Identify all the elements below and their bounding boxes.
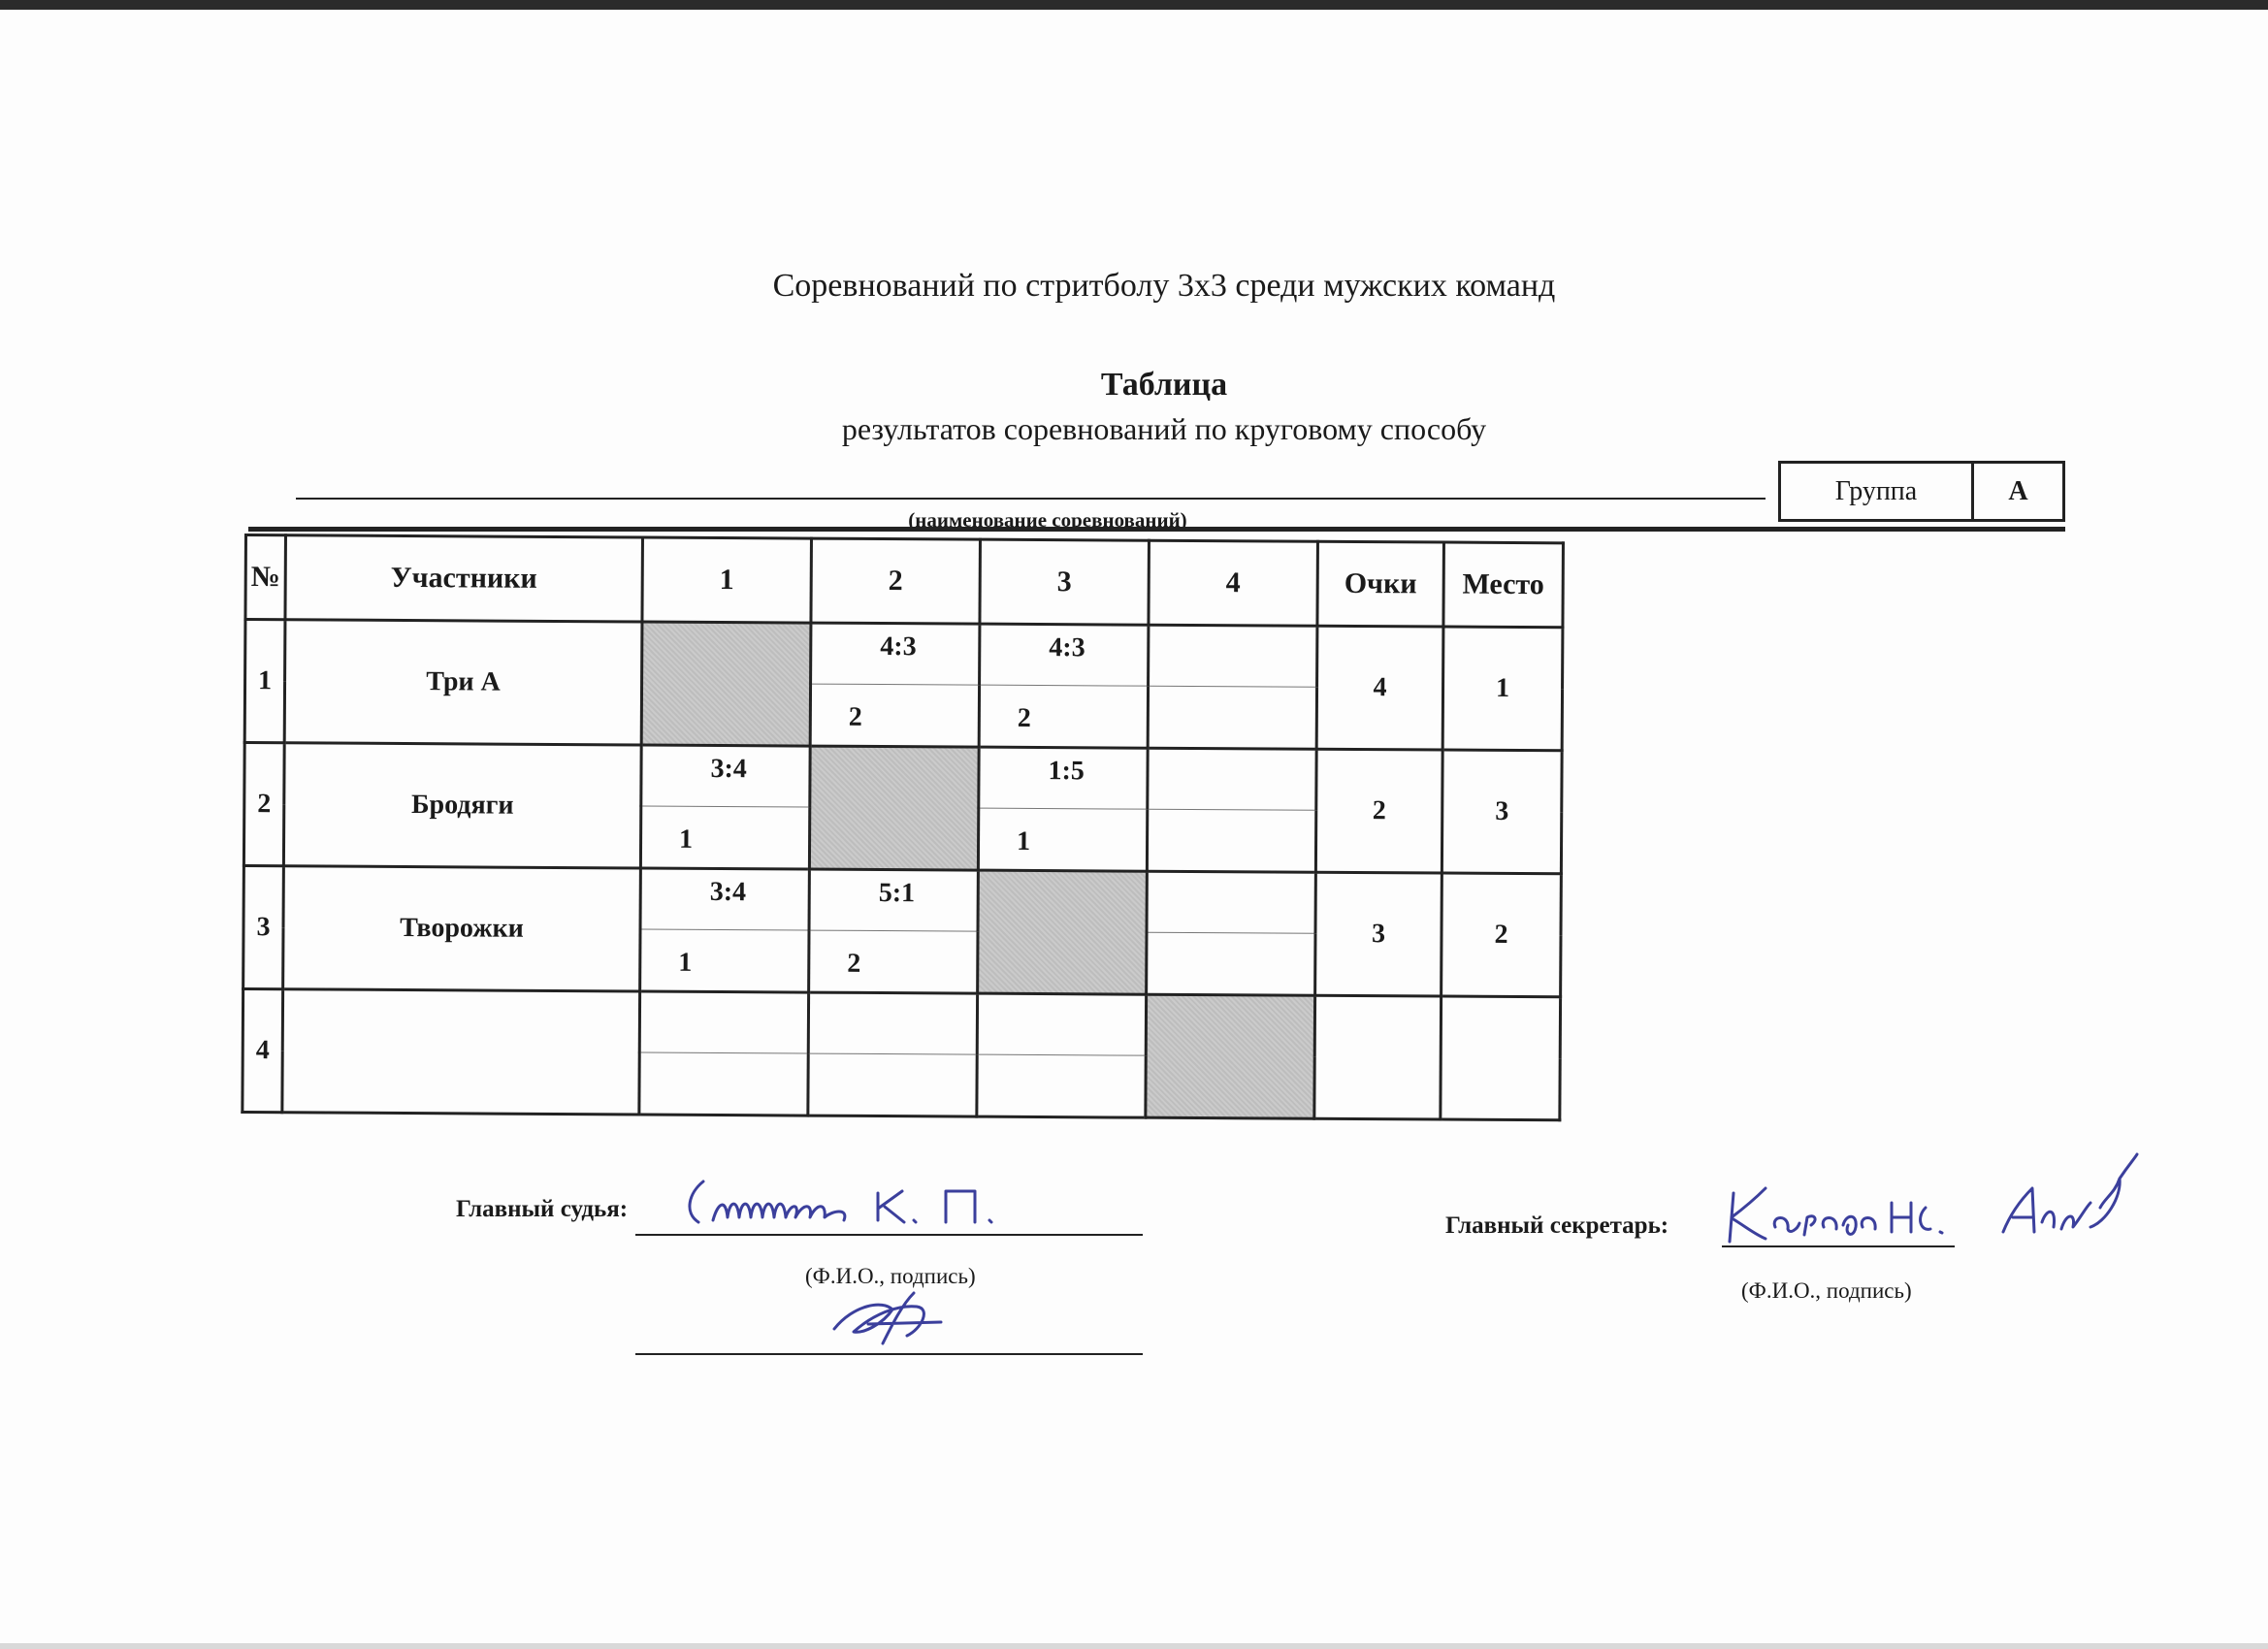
game-score-cell (977, 993, 1146, 1055)
table-row (243, 866, 1561, 935)
game-score: 4:3 (880, 630, 917, 662)
participant-name (282, 989, 640, 1115)
results-table (241, 534, 1565, 1121)
participant-name: Три А (284, 620, 642, 745)
game-points (1016, 1088, 1145, 1089)
document-title: Таблица (1100, 367, 1228, 403)
table-header-row (245, 535, 1564, 628)
header-game-1: 1 (642, 537, 812, 623)
game-score-cell (1147, 871, 1315, 933)
game-points: 1 (1016, 825, 1031, 857)
header-game-2: 2 (811, 538, 981, 624)
chief-secretary-name-line (1722, 1245, 1955, 1247)
header-place: Место (1443, 542, 1564, 628)
group-label: Группа (1781, 464, 1974, 519)
total-points (1314, 995, 1442, 1119)
game-score-cell (809, 869, 978, 931)
self-match-blank-cell (978, 870, 1148, 994)
table-row (243, 989, 1560, 1058)
game-points (1184, 966, 1313, 967)
game-score-cell (1148, 748, 1316, 810)
game-points-cell (1147, 809, 1315, 872)
chief-judge-handwritten-name (669, 1174, 1145, 1242)
final-place (1441, 996, 1561, 1120)
game-score-cell (1149, 625, 1317, 687)
game-score-cell (811, 623, 980, 685)
game-points-cell (808, 1053, 977, 1116)
participant-name: Творожки (283, 866, 641, 991)
game-score-cell (640, 868, 809, 930)
header-points: Очки (1317, 541, 1444, 627)
final-place: 3 (1442, 750, 1562, 874)
game-score (878, 1008, 976, 1009)
participant-number: 2 (243, 743, 284, 866)
chief-judge-signature-line (635, 1353, 1143, 1355)
game-points-cell (1148, 686, 1316, 749)
self-match-blank-cell (1146, 994, 1315, 1118)
game-score-cell (808, 992, 977, 1054)
game-score (1216, 888, 1314, 889)
game-points: 2 (1017, 702, 1031, 733)
chief-secretary-label: Главный секретарь: (1445, 1212, 1669, 1239)
game-points-cell (640, 806, 809, 869)
chief-secretary-handwritten-name (1722, 1149, 2158, 1256)
game-score (709, 1007, 807, 1008)
final-place: 1 (1442, 627, 1563, 751)
chief-judge-caption: (Ф.И.О., подпись) (805, 1264, 976, 1288)
game-score-cell (639, 991, 808, 1053)
game-points-cell (639, 1052, 808, 1116)
game-points-cell (979, 685, 1148, 748)
game-score (1217, 764, 1315, 765)
game-points-cell (640, 929, 809, 992)
document-title-secondary: результатов соревнований по круговому способу (841, 411, 1487, 446)
game-points-cell (978, 808, 1147, 871)
game-score-cell (641, 745, 810, 807)
group-box (1778, 461, 2065, 522)
table-top-rule (248, 527, 2065, 532)
game-points: 2 (847, 948, 861, 979)
total-points: 4 (1316, 626, 1443, 750)
participant-number: 4 (243, 989, 283, 1113)
final-place: 2 (1442, 873, 1562, 997)
scan-bottom-edge (0, 1643, 2268, 1649)
header-participants: Участники (285, 535, 643, 622)
chief-judge-signature (825, 1285, 970, 1353)
total-points: 3 (1315, 872, 1442, 996)
competition-name-line (296, 498, 1766, 500)
game-points-cell (977, 1054, 1146, 1117)
self-match-blank-cell (641, 622, 811, 746)
chief-secretary-caption: (Ф.И.О., подпись) (1741, 1278, 1912, 1303)
participant-number: 1 (244, 620, 285, 743)
game-points: 1 (678, 824, 694, 855)
game-points-cell (809, 930, 978, 993)
scan-top-edge (0, 0, 2268, 10)
game-score (1217, 641, 1315, 642)
game-score-cell (979, 747, 1148, 809)
game-score: 3:4 (709, 876, 747, 907)
game-score: 4:3 (1049, 631, 1085, 663)
game-points (847, 1087, 976, 1088)
game-points (678, 1086, 807, 1087)
self-match-blank-cell (809, 746, 979, 870)
chief-judge-name-line (635, 1234, 1143, 1236)
game-points (1185, 843, 1314, 844)
game-score: 1:5 (1048, 755, 1085, 786)
competition-subtitle: Соревнований по стритболу 3х3 среди мужских команд (772, 268, 1556, 304)
header-number: № (245, 535, 286, 620)
participant-number: 3 (243, 866, 284, 989)
game-points: 2 (848, 701, 862, 732)
game-points (1186, 720, 1315, 721)
competition-name-caption: (наименование соревнований) (908, 508, 1187, 532)
game-score-cell (980, 624, 1149, 686)
game-points-cell (1147, 932, 1315, 995)
group-value: А (2008, 475, 2028, 506)
chief-judge-label: Главный судья: (456, 1196, 629, 1222)
game-score (1047, 1010, 1145, 1011)
game-points: 1 (678, 947, 693, 978)
header-game-3: 3 (980, 539, 1150, 625)
table-row (245, 620, 1563, 689)
total-points: 2 (1315, 749, 1442, 873)
game-score: 3:4 (710, 753, 747, 784)
participant-name: Бродяги (283, 743, 641, 868)
header-game-4: 4 (1149, 540, 1318, 626)
table-row (244, 743, 1562, 812)
game-score: 5:1 (878, 877, 916, 908)
game-points-cell (810, 684, 979, 747)
